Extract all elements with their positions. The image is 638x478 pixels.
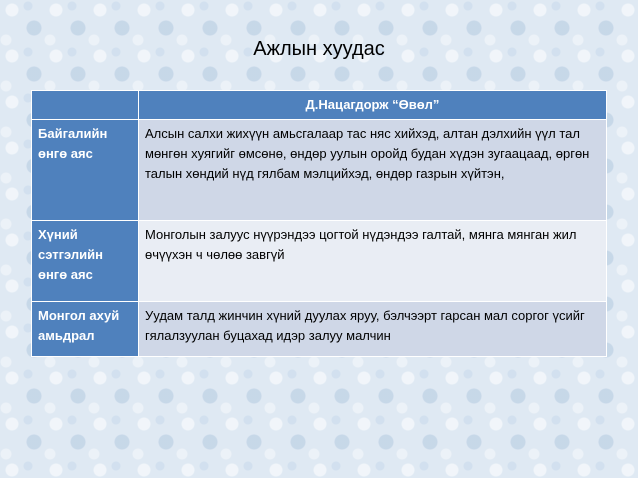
- poem-title-header: Д.Нацагдорж “Өвөл”: [139, 91, 607, 120]
- row-label-human-mood: Хүний сэтгэлийн өнгө аяс: [32, 221, 139, 302]
- header-corner-cell: [32, 91, 139, 120]
- worksheet-table: [31, 90, 607, 357]
- row-text-human-mood: Монголын залуус нүүрэндээ цогтой нүдэндээ галтай, мянга мянган жил өчүүхэн ч чөлөө завгүй: [139, 221, 607, 302]
- row-text-nature: Алсын салхи жихүүн амьсгалаар тас няс хийхэд, алтан дэлхийн үүл тал мөнгөн хуягийг өмсөнө, өндөр уулын оройд будан хүдэн зугаацаад, өргөн талын хөндий нүд гялбам мэлцийхэд, өндөр газрын хүйтэн,: [139, 120, 607, 221]
- slide-title: Ажлын хуудас: [253, 38, 385, 60]
- row-label-mongol-life: Монгол ахуй амьдрал: [32, 302, 139, 357]
- table-header-row: [32, 91, 607, 120]
- row-text-mongol-life: Уудам талд жинчин хүний дуулах яруу, бэлчээрт гарсан мал соргог үсийг гялалзуулан буцахад идэр залуу малчин: [139, 302, 607, 357]
- table-row: [32, 302, 607, 357]
- row-label-nature: Байгалийн өнгө аяс: [32, 120, 139, 221]
- table-row: [32, 120, 607, 221]
- table-row: [32, 221, 607, 302]
